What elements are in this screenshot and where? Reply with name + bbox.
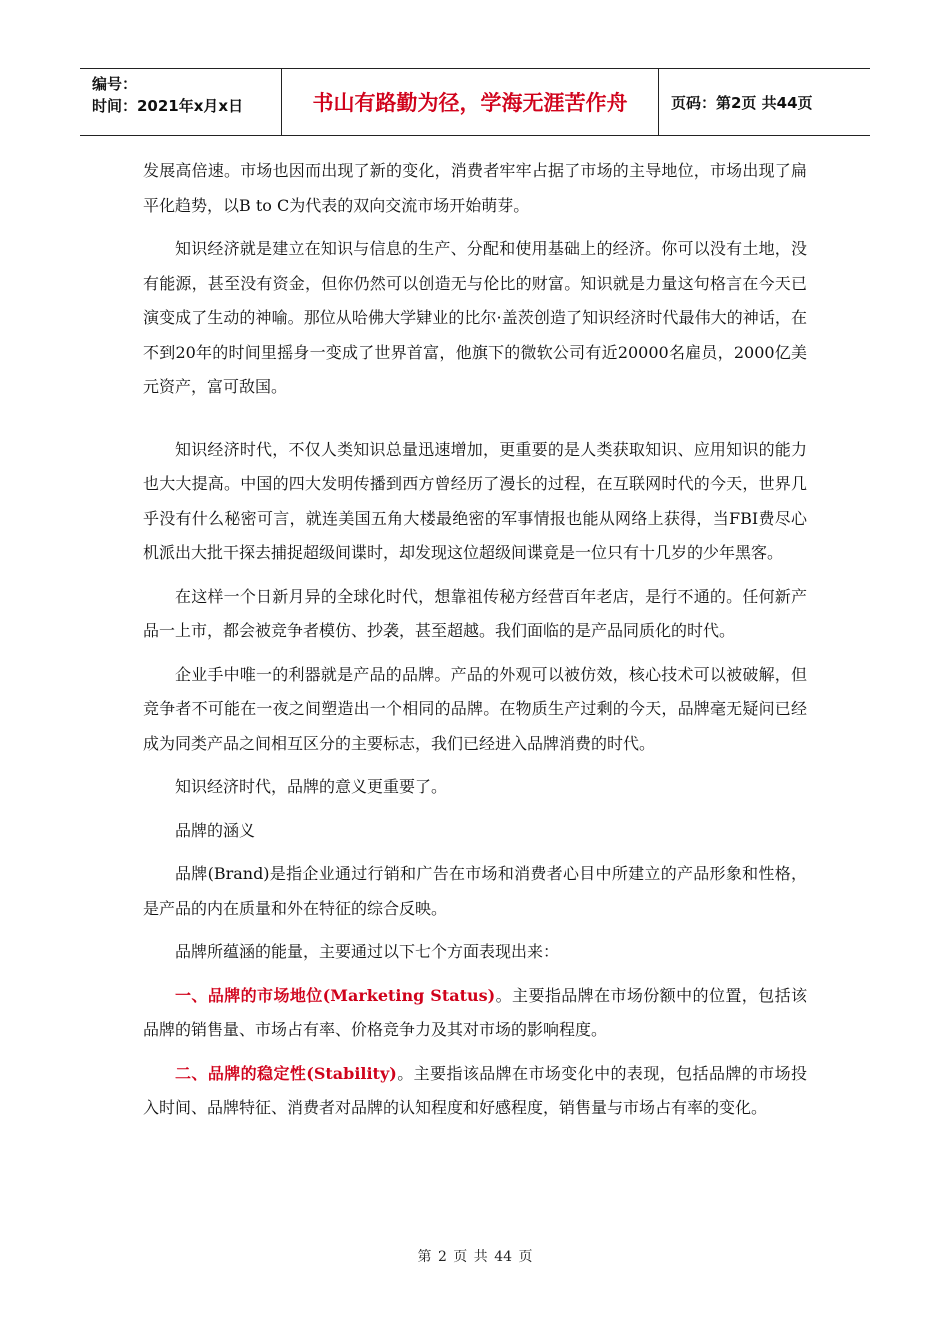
paragraph-2: 知识经济就是建立在知识与信息的生产、分配和使用基础上的经济。你可以没有土地，没有能源，甚至没有资金，但你仍然可以创造无与伦比的财富。知识就是力量这句格言在今天已演变成了生动的神喻。那位从哈佛大学肄业的比尔·盖茨创造了知识经济时代最伟大的神话，在不到20年的时间里摇身一变成了世界首富，他旗下的微软公司有近20000名雇员，2000亿美元资产，富可敌国。 <box>143 239 807 396</box>
paragraph-4: 在这样一个日新月异的全球化时代，想靠祖传秘方经营百年老店，是行不通的。任何新产品一上市，都会被竞争者模仿、抄袭，甚至超越。我们面临的是产品同质化的时代。 <box>143 586 807 640</box>
point-stability-body: 。主要指该品牌在市场变化中的表现，包括品牌的市场投入时间、品牌特征、消费者对品牌的认知程度和好感程度，销售量与市场占有率的变化。 <box>143 1063 807 1117</box>
paragraph-3: 知识经济时代，不仅人类知识总量迅速增加，更重要的是人类获取知识、应用知识的能力也大大提高。中国的四大发明传播到西方曾经历了漫长的过程，在互联网时代的今天，世界几乎没有什么秘密可言，就连美国五角大楼最绝密的军事情报也能从网络上获得，当FBI费尽心机派出大批干探去捕捉超级间谍时，却发现这位超级间谍竟是一位只有十几岁的少年黑客。 <box>143 439 807 562</box>
paragraph-brand-energy: 品牌所蕴涵的能量，主要通过以下七个方面表现出来： <box>175 942 560 961</box>
section-heading-brand-meaning: 品牌的涵义 <box>175 820 256 840</box>
header-code-label: 编号： <box>92 75 138 93</box>
paragraph-1: 发展高倍速。市场也因而出现了新的变化，消费者牢牢占据了市场的主导地位，市场出现了扁平化趋势，以B to C为代表的双向交流市场开始萌芽。 <box>143 161 807 215</box>
paragraph-brand-definition: 品牌(Brand)是指企业通过行销和广告在市场和消费者心目中所建立的产品形象和性格，是产品的内在质量和外在特征的综合反映。 <box>143 864 807 918</box>
header-motto: 书山有路勤为径，学海无涯苦作舟 <box>282 69 659 135</box>
paragraph-5: 企业手中唯一的利器就是产品的品牌。产品的外观可以被仿效，核心技术可以被破解，但竞争者不可能在一夜之间塑造出一个相同的品牌。在物质生产过剩的今天，品牌毫无疑问已经成为同类产品之间相互区分的主要标志，我们已经进入品牌消费的时代。 <box>143 664 807 753</box>
header-date: 时间：2021年x月x日 <box>92 97 244 115</box>
document-body <box>143 154 807 1135</box>
paragraph-6: 知识经济时代，品牌的意义更重要了。 <box>175 777 448 796</box>
point-market-status <box>143 979 807 1048</box>
point-stability <box>143 1057 807 1126</box>
page-header <box>80 68 870 136</box>
point-market-status-body: 。主要指品牌在市场份额中的位置，包括该品牌的销售量、市场占有率、价格竞争力及其对市场的影响程度。 <box>143 985 807 1039</box>
header-meta <box>80 69 282 135</box>
page-footer: 第 2 页 共 44 页 <box>417 1249 533 1265</box>
point-market-status-heading: 一、品牌的市场地位(Marketing Status) <box>175 985 496 1005</box>
point-stability-heading: 二、品牌的稳定性(Stability) <box>175 1063 397 1083</box>
header-page-info: 页码：第2页 共44页 <box>671 93 813 112</box>
